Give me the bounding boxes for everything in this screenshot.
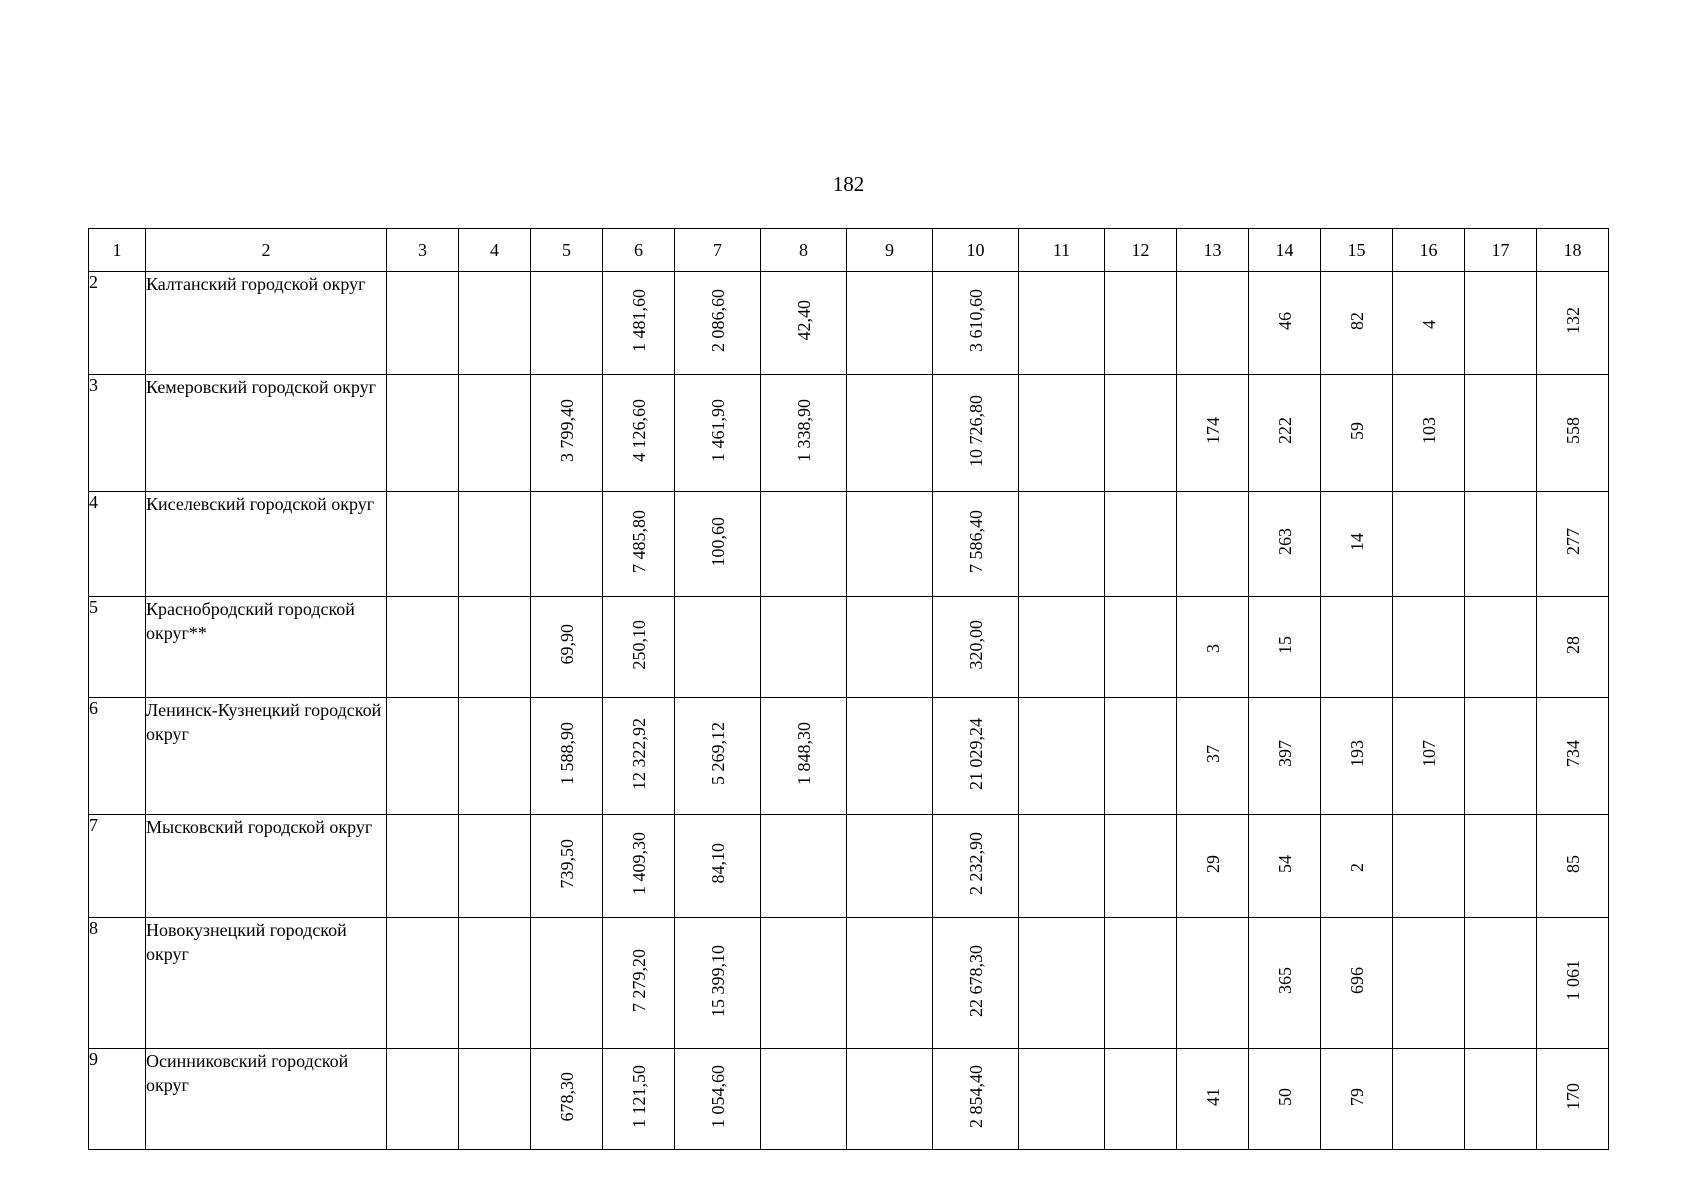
cell-col-15 — [1321, 698, 1393, 815]
cell-value: 12 322,92 — [628, 717, 649, 790]
cell-col-12 — [1105, 375, 1177, 492]
cell-col-13 — [1177, 272, 1249, 375]
table-row — [89, 375, 1609, 492]
cell-col-3 — [387, 698, 459, 815]
cell-value: 1 061 — [1562, 960, 1583, 1001]
cell-value: 37 — [1202, 744, 1223, 763]
cell-col-7 — [675, 1049, 761, 1150]
cell-col-11 — [1019, 272, 1105, 375]
cell-value: 3 — [1202, 643, 1223, 653]
cell-value: 1 121,50 — [628, 1065, 649, 1128]
cell-col-5 — [531, 698, 603, 815]
column-header: 10 — [933, 229, 1019, 272]
cell-col-9 — [847, 1049, 933, 1150]
column-header: 8 — [761, 229, 847, 272]
cell-value: 84,10 — [707, 843, 728, 884]
cell-col-3 — [387, 597, 459, 698]
cell-value: 193 — [1346, 740, 1367, 767]
cell-col-13 — [1177, 492, 1249, 597]
table-row — [89, 1049, 1609, 1150]
cell-col-4 — [459, 918, 531, 1049]
cell-value: 46 — [1274, 311, 1295, 330]
cell-col-18 — [1537, 1049, 1609, 1150]
district-name: Калтанский городской округ — [146, 272, 387, 375]
cell-value: 263 — [1274, 528, 1295, 555]
district-name: Киселевский городской округ — [146, 492, 387, 597]
column-header: 7 — [675, 229, 761, 272]
cell-col-8 — [761, 375, 847, 492]
cell-col-18 — [1537, 597, 1609, 698]
cell-col-7 — [675, 272, 761, 375]
district-name: Новокузнецкий городской округ — [146, 918, 387, 1049]
cell-value: 22 678,30 — [965, 944, 986, 1017]
cell-value: 79 — [1346, 1087, 1367, 1106]
cell-value: 82 — [1346, 311, 1367, 330]
cell-value: 7 485,80 — [628, 510, 649, 573]
cell-col-6 — [603, 492, 675, 597]
cell-col-6 — [603, 918, 675, 1049]
row-number: 2 — [89, 272, 146, 375]
cell-value: 69,90 — [556, 624, 577, 665]
cell-value: 558 — [1562, 417, 1583, 444]
cell-col-4 — [459, 272, 531, 375]
row-number: 4 — [89, 492, 146, 597]
cell-col-11 — [1019, 375, 1105, 492]
cell-col-10 — [933, 272, 1019, 375]
column-header: 16 — [1393, 229, 1465, 272]
cell-col-8 — [761, 1049, 847, 1150]
cell-value: 15 — [1274, 635, 1295, 654]
column-header: 5 — [531, 229, 603, 272]
cell-value: 696 — [1346, 967, 1367, 994]
column-header: 2 — [146, 229, 387, 272]
cell-value: 397 — [1274, 740, 1295, 767]
table-row — [89, 815, 1609, 918]
cell-col-10 — [933, 492, 1019, 597]
cell-col-13 — [1177, 918, 1249, 1049]
cell-col-16 — [1393, 492, 1465, 597]
cell-col-14 — [1249, 918, 1321, 1049]
cell-col-17 — [1465, 492, 1537, 597]
cell-col-4 — [459, 492, 531, 597]
cell-col-18 — [1537, 698, 1609, 815]
cell-value: 174 — [1202, 417, 1223, 444]
cell-value: 739,50 — [556, 838, 577, 889]
cell-value: 103 — [1418, 417, 1439, 444]
cell-col-16 — [1393, 597, 1465, 698]
table-row — [89, 492, 1609, 597]
cell-value: 14 — [1346, 532, 1367, 551]
cell-col-9 — [847, 918, 933, 1049]
cell-col-7 — [675, 492, 761, 597]
cell-value: 15 399,10 — [707, 944, 728, 1017]
cell-col-5 — [531, 1049, 603, 1150]
cell-value: 1 481,60 — [628, 289, 649, 352]
table-row — [89, 597, 1609, 698]
cell-col-9 — [847, 492, 933, 597]
cell-col-9 — [847, 375, 933, 492]
cell-col-7 — [675, 698, 761, 815]
district-name: Осинниковский городской округ — [146, 1049, 387, 1150]
cell-value: 21 029,24 — [965, 717, 986, 790]
cell-value: 365 — [1274, 967, 1295, 994]
district-name: Мысковский городской округ — [146, 815, 387, 918]
cell-col-5 — [531, 272, 603, 375]
cell-col-10 — [933, 597, 1019, 698]
cell-value: 54 — [1274, 854, 1295, 873]
cell-value: 1 054,60 — [707, 1065, 728, 1128]
district-name: Краснобродский городской округ** — [146, 597, 387, 698]
cell-col-8 — [761, 815, 847, 918]
cell-value: 678,30 — [556, 1071, 577, 1122]
column-header: 3 — [387, 229, 459, 272]
cell-value: 7 279,20 — [628, 949, 649, 1012]
cell-col-10 — [933, 1049, 1019, 1150]
row-number: 5 — [89, 597, 146, 698]
district-name: Кемеровский городской округ — [146, 375, 387, 492]
cell-value: 2 232,90 — [965, 832, 986, 895]
cell-col-15 — [1321, 272, 1393, 375]
row-number: 3 — [89, 375, 146, 492]
table-row — [89, 918, 1609, 1049]
column-header: 15 — [1321, 229, 1393, 272]
district-name: Ленинск-Кузнецкий городской округ — [146, 698, 387, 815]
cell-col-9 — [847, 698, 933, 815]
cell-col-16 — [1393, 375, 1465, 492]
cell-col-16 — [1393, 815, 1465, 918]
cell-col-14 — [1249, 272, 1321, 375]
cell-value: 4 126,60 — [628, 399, 649, 462]
cell-col-3 — [387, 272, 459, 375]
cell-col-15 — [1321, 597, 1393, 698]
column-header: 14 — [1249, 229, 1321, 272]
column-header: 9 — [847, 229, 933, 272]
cell-value: 85 — [1562, 854, 1583, 873]
cell-col-4 — [459, 815, 531, 918]
cell-value: 100,60 — [707, 516, 728, 567]
cell-col-4 — [459, 375, 531, 492]
cell-col-11 — [1019, 597, 1105, 698]
cell-value: 250,10 — [628, 619, 649, 670]
row-number: 8 — [89, 918, 146, 1049]
cell-value: 3 799,40 — [556, 399, 577, 462]
cell-value: 7 586,40 — [965, 510, 986, 573]
page-number: 182 — [832, 172, 865, 196]
cell-col-6 — [603, 815, 675, 918]
column-header: 11 — [1019, 229, 1105, 272]
cell-col-5 — [531, 815, 603, 918]
cell-value: 1 338,90 — [793, 399, 814, 462]
cell-col-16 — [1393, 698, 1465, 815]
cell-col-6 — [603, 1049, 675, 1150]
row-number: 7 — [89, 815, 146, 918]
cell-col-12 — [1105, 597, 1177, 698]
cell-value: 1 848,30 — [793, 722, 814, 785]
cell-col-10 — [933, 375, 1019, 492]
row-number: 6 — [89, 698, 146, 815]
cell-col-5 — [531, 597, 603, 698]
cell-value: 1 409,30 — [628, 832, 649, 895]
cell-col-8 — [761, 492, 847, 597]
cell-col-16 — [1393, 918, 1465, 1049]
cell-col-3 — [387, 815, 459, 918]
column-header: 12 — [1105, 229, 1177, 272]
cell-col-13 — [1177, 375, 1249, 492]
cell-value: 107 — [1418, 740, 1439, 767]
cell-col-17 — [1465, 375, 1537, 492]
cell-col-18 — [1537, 815, 1609, 918]
cell-value: 320,00 — [965, 619, 986, 670]
cell-value: 4 — [1418, 319, 1439, 329]
cell-col-14 — [1249, 492, 1321, 597]
cell-col-8 — [761, 597, 847, 698]
cell-col-6 — [603, 597, 675, 698]
cell-value: 1 461,90 — [707, 399, 728, 462]
cell-col-3 — [387, 918, 459, 1049]
cell-col-8 — [761, 698, 847, 815]
cell-col-9 — [847, 815, 933, 918]
cell-value: 734 — [1562, 740, 1583, 767]
cell-col-10 — [933, 698, 1019, 815]
cell-value: 132 — [1562, 307, 1583, 334]
cell-col-6 — [603, 698, 675, 815]
cell-col-13 — [1177, 815, 1249, 918]
cell-col-17 — [1465, 1049, 1537, 1150]
cell-value: 170 — [1562, 1083, 1583, 1110]
row-number: 9 — [89, 1049, 146, 1150]
cell-col-16 — [1393, 272, 1465, 375]
cell-col-18 — [1537, 918, 1609, 1049]
cell-col-16 — [1393, 1049, 1465, 1150]
cell-col-11 — [1019, 918, 1105, 1049]
cell-col-14 — [1249, 375, 1321, 492]
cell-value: 2 854,40 — [965, 1065, 986, 1128]
cell-col-13 — [1177, 698, 1249, 815]
cell-col-7 — [675, 815, 761, 918]
cell-value: 50 — [1274, 1087, 1295, 1106]
cell-col-5 — [531, 492, 603, 597]
cell-value: 29 — [1202, 854, 1223, 873]
cell-value: 277 — [1562, 528, 1583, 555]
cell-col-3 — [387, 1049, 459, 1150]
cell-value: 2 086,60 — [707, 289, 728, 352]
cell-col-11 — [1019, 698, 1105, 815]
cell-col-13 — [1177, 1049, 1249, 1150]
cell-col-18 — [1537, 272, 1609, 375]
cell-value: 28 — [1562, 635, 1583, 654]
cell-col-7 — [675, 918, 761, 1049]
cell-value: 41 — [1202, 1087, 1223, 1106]
cell-value: 59 — [1346, 421, 1367, 440]
cell-col-11 — [1019, 815, 1105, 918]
cell-col-12 — [1105, 815, 1177, 918]
header-row — [89, 229, 1609, 272]
cell-col-14 — [1249, 597, 1321, 698]
cell-col-15 — [1321, 918, 1393, 1049]
cell-col-12 — [1105, 492, 1177, 597]
cell-col-4 — [459, 597, 531, 698]
cell-col-13 — [1177, 597, 1249, 698]
cell-col-17 — [1465, 597, 1537, 698]
cell-col-12 — [1105, 918, 1177, 1049]
column-header: 13 — [1177, 229, 1249, 272]
column-header: 4 — [459, 229, 531, 272]
cell-col-18 — [1537, 375, 1609, 492]
cell-col-6 — [603, 272, 675, 375]
cell-col-15 — [1321, 815, 1393, 918]
cell-value: 3 610,60 — [965, 289, 986, 352]
cell-col-15 — [1321, 492, 1393, 597]
cell-col-3 — [387, 375, 459, 492]
cell-col-3 — [387, 492, 459, 597]
cell-value: 222 — [1274, 417, 1295, 444]
cell-col-14 — [1249, 698, 1321, 815]
cell-value: 1 588,90 — [556, 722, 577, 785]
cell-col-4 — [459, 1049, 531, 1150]
cell-col-8 — [761, 918, 847, 1049]
table-row — [89, 698, 1609, 815]
cell-col-17 — [1465, 815, 1537, 918]
cell-col-10 — [933, 918, 1019, 1049]
cell-col-10 — [933, 815, 1019, 918]
cell-col-4 — [459, 698, 531, 815]
cell-value: 5 269,12 — [707, 722, 728, 785]
cell-col-9 — [847, 272, 933, 375]
cell-value: 2 — [1346, 862, 1367, 872]
table-row — [89, 272, 1609, 375]
cell-col-18 — [1537, 492, 1609, 597]
cell-col-12 — [1105, 1049, 1177, 1150]
cell-value: 10 726,80 — [965, 394, 986, 467]
cell-col-5 — [531, 375, 603, 492]
column-header: 6 — [603, 229, 675, 272]
cell-col-12 — [1105, 698, 1177, 815]
column-header: 17 — [1465, 229, 1537, 272]
cell-col-8 — [761, 272, 847, 375]
cell-col-12 — [1105, 272, 1177, 375]
column-header: 1 — [89, 229, 146, 272]
cell-col-5 — [531, 918, 603, 1049]
cell-col-17 — [1465, 698, 1537, 815]
cell-col-7 — [675, 597, 761, 698]
cell-col-15 — [1321, 375, 1393, 492]
cell-col-11 — [1019, 1049, 1105, 1150]
cell-col-9 — [847, 597, 933, 698]
cell-col-14 — [1249, 815, 1321, 918]
data-table — [88, 228, 1609, 1150]
cell-col-15 — [1321, 1049, 1393, 1150]
cell-col-7 — [675, 375, 761, 492]
cell-col-6 — [603, 375, 675, 492]
cell-value: 42,40 — [793, 300, 814, 341]
cell-col-14 — [1249, 1049, 1321, 1150]
cell-col-17 — [1465, 918, 1537, 1049]
cell-col-17 — [1465, 272, 1537, 375]
column-header: 18 — [1537, 229, 1609, 272]
cell-col-11 — [1019, 492, 1105, 597]
